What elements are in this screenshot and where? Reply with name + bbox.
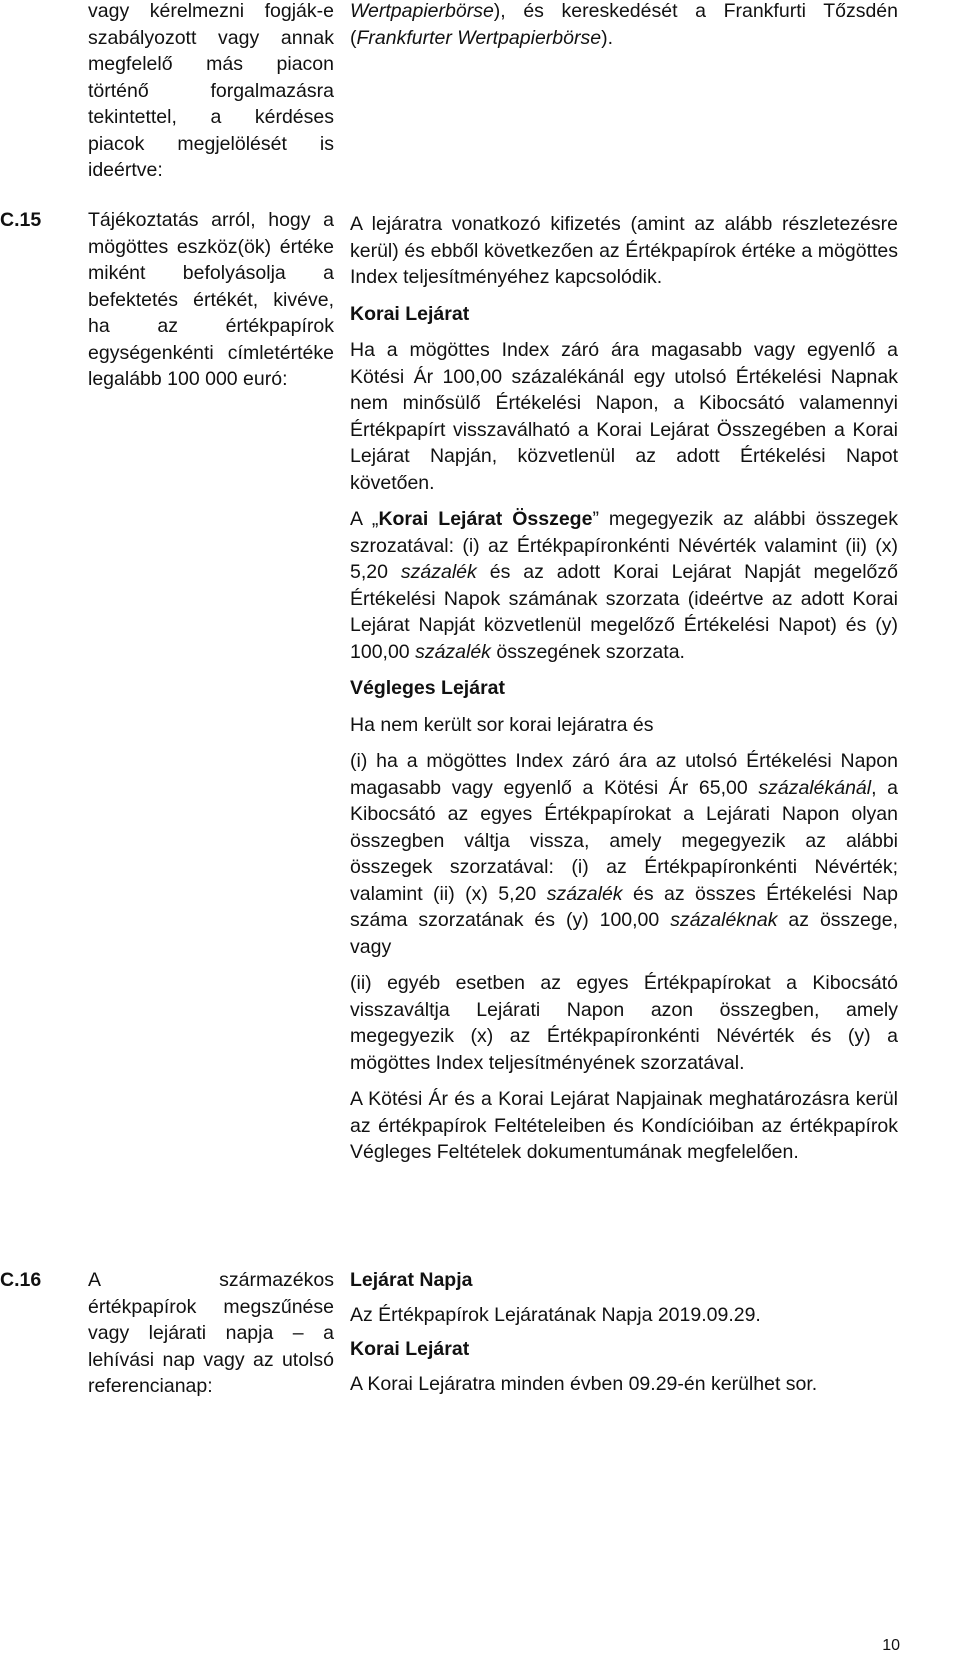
c15-early-amount-paragraph: A „Korai Lejárat Összege” megegyezik az alábbi összegek szrozatával: (i) az Értékpapíronkénti Névérték valamint (ii) (x) 5,20 százalék és az adott Korai Lejárat Napját megelőző Értékelési Napok számának szorzata (ideértve az adott Korai Lejárat Napját közvetlenül megelőző Értékelési Napot) és (y) 100,00 százalék összegének szorzata. <box>350 508 898 663</box>
c16-maturity-date-paragraph: Az Értékpapírok Lejáratának Napja 2019.09.29. <box>350 1303 761 1326</box>
c15-intro-paragraph: A lejáratra vonatkozó kifizetés (amint az alább részletezésre kerül) és ebből következően az Értékpapírok értéke a mögöttes Index teljesítményéhez kapcsolódik. <box>350 213 898 288</box>
c15-early-maturity-paragraph: Ha a mögöttes Index záró ára magasabb vagy egyenlő a Kötési Ár 100,00 százalékánál egy utolsó Értékelési Napnak nem minősülő Értékelési Napon, a Kibocsátó valamennyi Értékpapírt visszaválható a Korai Lejárat Összegében a Korai Lejárat Napján, közvetlenül az adott Értékelési Napot követően. <box>350 339 898 494</box>
c14-right-content <box>350 0 898 51</box>
c15-final-case-i: (i) ha a mögöttes Index záró ára az utolsó Értékelési Napon magasabb vagy egyenlő a Kötési Ár 65,00 százalékánál, a Kibocsátó az egyes Értékpapírokat a Lejárati Napon olyan összegben váltja vissza, amely megegyezik az alábbi összegek szorzatával: (i) az Értékpapíronkénti Névérték; valamint (ii) (x) 5,20 százalék és az összes Értékelési Nap száma szorzatának és (y) 100,00 százaléknak az összege, vagy <box>350 750 898 958</box>
c15-final-intro: Ha nem került sor korai lejáratra és <box>350 713 654 736</box>
c16-right-content <box>350 1267 898 1397</box>
c15-left-description: Tájékoztatás arról, hogy a mögöttes eszköz(ök) értéke miként befolyásolja a befektetés értékét, kivéve, ha az értékpapírok egységenkénti címletértéke legalább 100 000 euró: <box>88 209 334 390</box>
c14-exchange-text: Wertpapierbörse), és kereskedését a Frankfurti Tőzsdén (Frankfurter Wertpapierbörse). <box>350 0 898 49</box>
c15-closing-paragraph: A Kötési Ár és a Korai Lejárat Napjainak meghatározásra kerül az értékpapírok Feltételeiben és Kondícióiban az értékpapírok Végleges Feltételek dokumentumának megfelelően. <box>350 1088 898 1163</box>
c15-code: C.15 <box>0 209 42 231</box>
c15-final-case-ii: (ii) egyéb esetben az egyes Értékpapírokat a Kibocsátó visszaváltja Lejárati Napon azon összegben, amely megegyezik (x) az Értékpapíronkénti Névérték és (y) a mögöttes Index teljesítményének szorzatával. <box>350 972 898 1074</box>
c16-left-description: A származékos értékpapírok megszűnése vagy lejárati napja – a lehívási nap vagy az utolsó referencianap: <box>88 1269 334 1397</box>
c15-heading-final-maturity: Végleges Lejárat <box>350 677 505 699</box>
page-number: 10 <box>882 1637 900 1654</box>
c15-heading-early-maturity: Korai Lejárat <box>350 302 470 325</box>
c16-early-maturity-paragraph: A Korai Lejáratra minden évben 09.29-én kerülhet sor. <box>350 1372 818 1395</box>
c16-heading-early-maturity: Korai Lejárat <box>350 1338 470 1360</box>
c16-heading-maturity-date: Lejárat Napja <box>350 1269 473 1291</box>
c16-code: C.16 <box>0 1269 42 1291</box>
c14-left-description: vagy kérelmezni fogják-e szabályozott vagy annak megfelelő más piacon történő forgalmazásra tekintettel, a kérdéses piacok megjelölését is ideértve: <box>88 0 334 181</box>
c15-right-content <box>350 211 898 1166</box>
